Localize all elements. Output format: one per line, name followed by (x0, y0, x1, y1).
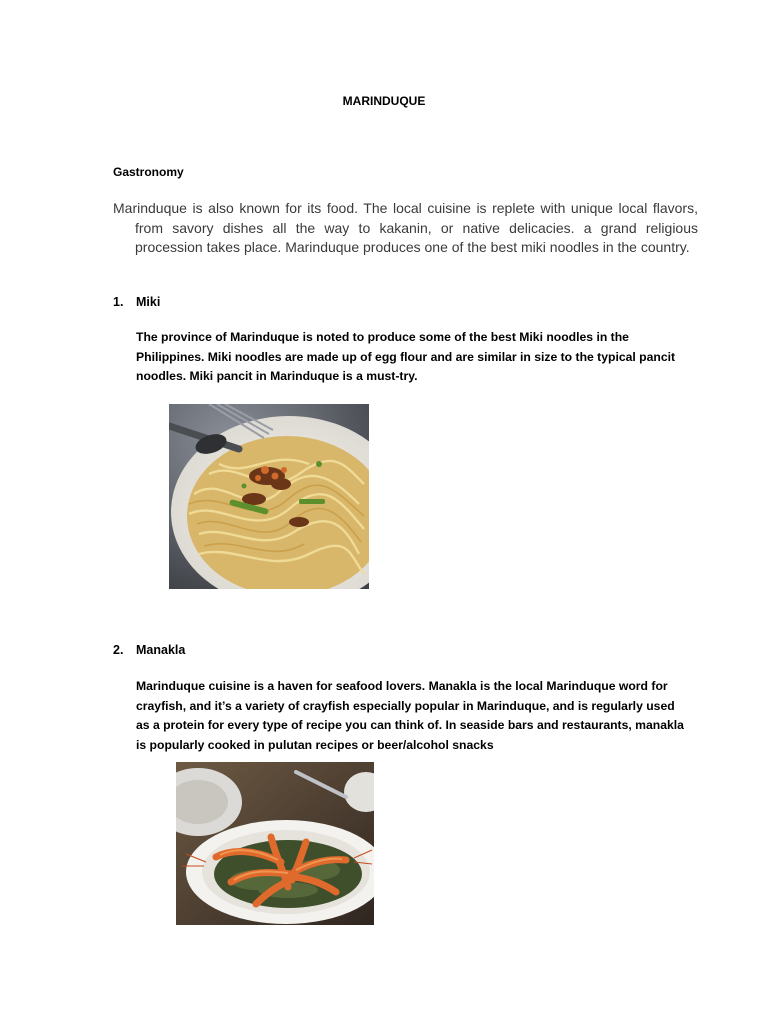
miki-noodles-photo (169, 404, 369, 589)
list-heading-label: Miki (136, 295, 161, 309)
section-heading: Gastronomy (113, 165, 184, 179)
document-title: MARINDUQUE (342, 94, 426, 108)
list-item-heading-miki (113, 295, 160, 309)
manakla-crayfish-photo (176, 762, 374, 925)
manakla-description: Marinduque cuisine is a haven for seafood lovers. Manakla is the local Marinduque word for crayfish, and it’s a variety of crayfish especially popular in Marinduque, and is regularly used as a protein for every type of recipe you can think of. In seaside bars and restaurants, manakla is popularly cooked in pulutan recipes or beer/alcohol snacks (136, 679, 684, 752)
miki-description: The province of Marinduque is noted to produce some of the best Miki noodles in the Philippines. Miki noodles are made up of egg flour and are similar in size to the typical pancit noodles. Miki pancit in Marinduque is a must-try. (136, 330, 676, 383)
list-heading-label: Manakla (136, 643, 186, 657)
intro-paragraph: Marinduque is also known for its food. The local cuisine is replete with unique local flavors, from savory dishes all the way to kakanin, or native delicacies. a grand religious procession takes place. Marinduque produces one of the best miki noodles in the country. (113, 200, 698, 255)
list-number: 1. (113, 295, 124, 309)
list-item-heading-manakla (113, 643, 185, 657)
list-number: 2. (113, 643, 124, 657)
